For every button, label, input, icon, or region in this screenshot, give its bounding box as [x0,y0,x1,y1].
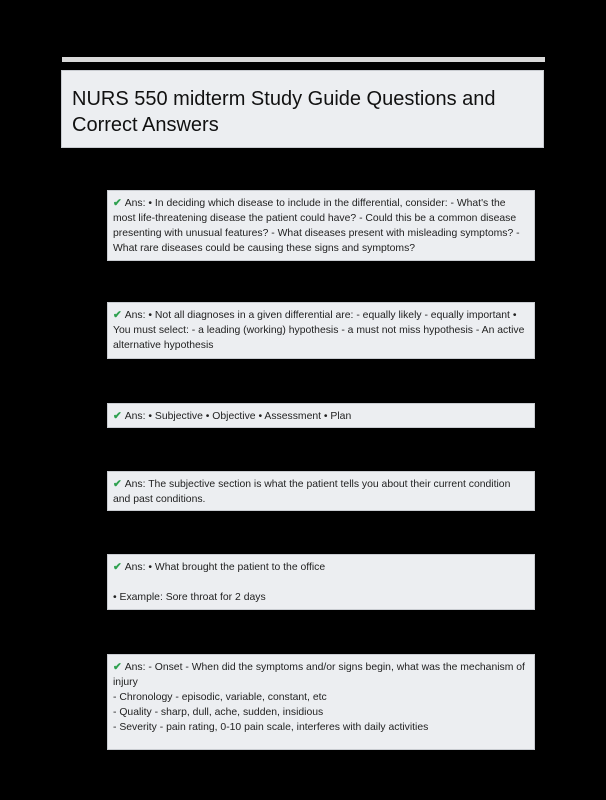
answer-text: ✔ Ans: • In deciding which disease to include in the differential, consider: - What's the most life-threatening disease the patient could have? - Could this be a common disease presenting with unusual features? - What diseases present with misleading symptoms? - What rare diseases could be causing these signs and symptoms? [113,198,520,254]
check-icon: ✔ [113,411,122,422]
answer-box [107,403,535,428]
check-icon: ✔ [113,662,122,673]
check-icon: ✔ [113,198,122,209]
answer-box [107,471,535,511]
answer-text: - Severity - pain rating, 0-10 pain scale, interferes with daily activities [113,722,429,733]
answer-text: ✔ Ans: • Subjective • Objective • Assessment • Plan [113,411,352,422]
answer-text: - Quality - sharp, dull, ache, sudden, insidious [113,707,324,718]
answer-box [107,654,535,750]
answer-text: - Chronology - episodic, variable, constant, etc [113,692,327,703]
header-rule [62,57,545,62]
answer-box [107,302,535,359]
answer-box [107,554,535,610]
check-icon: ✔ [113,562,122,573]
answer-text: ✔ Ans: • What brought the patient to the office [113,562,326,573]
check-icon: ✔ [113,479,122,490]
answer-text: ✔ Ans: - Onset - When did the symptoms and/or signs begin, what was the mechanism of injury [113,662,525,688]
paragraph-gap [113,575,528,590]
document-title: NURS 550 midterm Study Guide Questions and Correct Answers [72,88,496,136]
answer-text: ✔ Ans: • Not all diagnoses in a given differential are: - equally likely - equally important • You must select: - a leading (working) hypothesis - a must not miss hypothesis - An active alternative hypothesis [113,310,525,351]
answer-text: • Example: Sore throat for 2 days [113,592,266,603]
answer-text: ✔ Ans: The subjective section is what the patient tells you about their current condition and past conditions. [113,479,511,505]
title-box [61,70,544,148]
answer-box [107,190,535,261]
check-icon: ✔ [113,310,122,321]
